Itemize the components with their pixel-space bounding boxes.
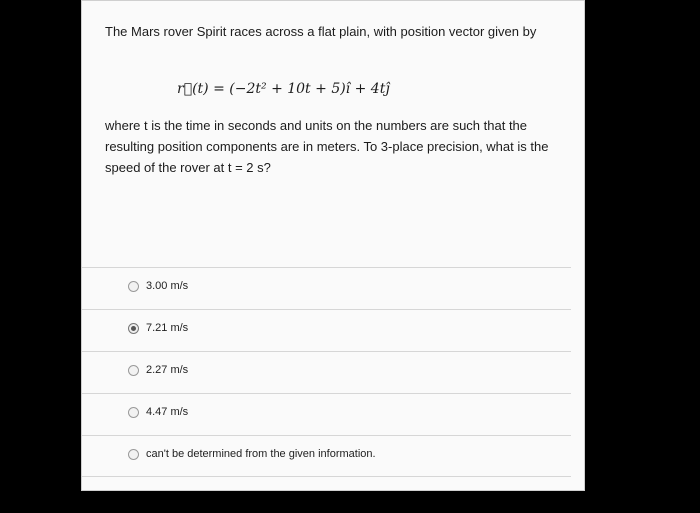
- answer-option-4[interactable]: [82, 393, 571, 435]
- position-vector-formula: r⃗(t) = (−2t² + 10t + 5)î + 4tĵ: [177, 81, 390, 97]
- radio-button-icon[interactable]: [128, 281, 139, 292]
- answer-option-3[interactable]: [82, 351, 571, 393]
- answer-option-label: 3.00 m/s: [146, 280, 189, 292]
- question-prompt: [105, 23, 575, 41]
- answer-option-label: can't be determined from the given information.: [146, 448, 376, 460]
- question-body-line-1: where t is the time in seconds and units on the numbers are such that the: [105, 118, 528, 133]
- answer-option-2[interactable]: [82, 309, 571, 351]
- answer-option-label: 4.47 m/s: [146, 406, 189, 418]
- radio-button-icon[interactable]: [128, 407, 139, 418]
- answer-option-label: 7.21 m/s: [146, 322, 189, 334]
- radio-button-icon[interactable]: [128, 365, 139, 376]
- radio-button-selected-icon[interactable]: [128, 323, 139, 334]
- answer-options: [82, 267, 571, 477]
- answer-option-label: 2.27 m/s: [146, 364, 189, 376]
- question-body-line-3: speed of the rover at t = 2 s?: [105, 160, 271, 175]
- question-card: [81, 0, 585, 491]
- answer-option-5[interactable]: [82, 435, 571, 477]
- radio-button-icon[interactable]: [128, 449, 139, 460]
- question-body-line-2: resulting position components are in meters. To 3-place precision, what is the: [105, 139, 549, 154]
- question-intro: The Mars rover Spirit races across a flat plain, with position vector given by: [105, 24, 537, 39]
- answer-option-1[interactable]: [82, 267, 571, 309]
- question-body: [105, 115, 575, 178]
